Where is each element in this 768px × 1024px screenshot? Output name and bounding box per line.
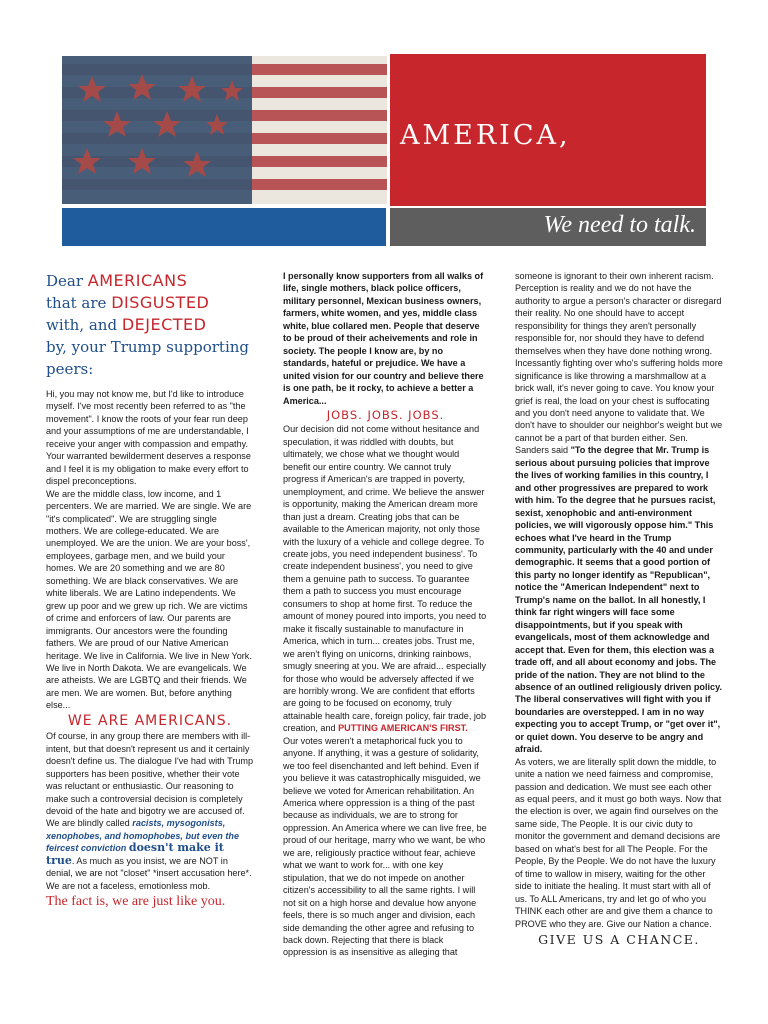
page-title: AMERICA, — [400, 120, 571, 151]
paragraph-text: Of course, in any group there are members with ill-intent, but that doesn't represent us and it certainly doesn't define us. The dialogue I've had with Trump supporters has been positive, whether their vote was reluctant or enthusiastic. Our reasoning to make such a controversial decision is completely devoid of the hate and bigotry we are accused of. We are blindly called — [46, 731, 254, 829]
paragraph: I personally know supporters from all walks of life, single mothers, black police officers, military personnel, Mexican business owners, farmers, white women, and yes, middle class white, blue collared men. People that deserve to be proud of their acheivements and role in society. The people I know are, by no standards, hateful or prejudice. We have a united vision for our country and believe there is one path, be it rocky, to achieve a better a America... — [283, 271, 484, 406]
closing-statement: GIVE US A CHANCE. — [538, 932, 700, 948]
heading-emphasis: DEJECTED — [121, 315, 207, 334]
heading-text: by, your Trump supporting peers: — [46, 338, 250, 378]
heading-text: Dear — [46, 272, 88, 290]
quote-text: "To the degree that Mr. Trump is serious about pursuing policies that improve the lives of working families in this country, I and other progressives are prepared to work with him. To the degree that he pursues racist, sexist, xenophobic and anti-environment policies, we will vigorously oppose him." This echoes what I've heard in the Trump community, particularly with the 40 and under demographic. It seems that a good portion of this party no longer identify as "Republican", notice the "American Independent" next to Trump's name on the ballot. In all honestly, I think far right wingers will face some disappointments, but if you speak with evangelicals, most of them acknowledge and accept that. Even for them, this election was a trade off, and all about economy and jobs. The pride of the nation. They are not blind to the absence of an outlined religiously driven policy. The liberal conservatives will fight with you if boundaries are overstepped. I am in no way expecting you to accept Trump, or "get over it", or quiet down. You deserve to be angry and afraid. — [515, 445, 723, 755]
paragraph — [283, 423, 488, 734]
emphasis-text: , but even the feircest conviction — [46, 830, 240, 854]
paragraph-text: Our decision did not come without hesitance and speculation, it was riddled with doubts, but ultimately, we chose what we thought would benefit our entire country. We cannot truly progress if American's are trapped in poverty, unemployment, and crime. We believe the answer is opportunity, making the American dream more than just a dream. Creating jobs that can be available to the American majority, not only those with the luxury of a vehicle and college degree. To create jobs, you need independent business'. To create independent business', you need to give them a genuine path to success. To guarantee them a path to success you must encourage consumers to shop at home first. To reduce the amount of money poured into imports, you need to make it fiscally sustainable to manufacture in America, which in turn... creates jobs. Trust me, we aren't flying on unicorns, drinking rainbows, smugly sneering at you. We are afraid... especially for those who would be adversely affected if we are horribly wrong. We are confident that efforts are going to be focused on economy, truly attainable health care, foreign policy, fair trade, job creation, and — [283, 424, 487, 734]
subtitle-bar — [390, 208, 706, 246]
heading-emphasis: DISGUSTED — [111, 293, 210, 312]
heading-text: that are — [46, 294, 112, 312]
column-heading — [46, 270, 254, 380]
emphasis-text: doesn't make it true — [46, 841, 224, 867]
paragraph-text: someone is ignorant to their own inherent racism. Perception is reality and we do not have the authority to argue a person's character or disregard their reality. No one should have to accept responsibility for things they aren't personally responsible for, nor should they have to defend themselves when they have done nothing wrong. Incessantly fighting over who's suffering holds more significance is like throwing a marshmallow at a brick wall, it's never going to cave. You know your grief is real, the load on your chest is suffocating and you don't need anyone to validate that. We don't have to shoulder our neighbor's weight but we cannot be a part of that burden either. Sen. Sanders said — [515, 271, 723, 456]
heading-text: with, and — [46, 316, 122, 334]
paragraph-text: . As much as you insist, we are NOT in denial, we are not "closet" *insert accusation here*. We are not a faceless, emotionless mob. — [46, 855, 252, 891]
column-1 — [46, 270, 254, 909]
paragraph: As voters, we are literally split down the middle, to unite a nation we need fairness and compromise, passion and dedication. We must see each other as equal peers, and it must go both ways. Now that the election is over, we again find ourselves on the same side, The People. It is our civic duty to monitor the government and demand decisions are based on what's best for all The People. For the People, By the People. We do not have the luxury of time to wallow in misery, waiting for the other side to initiate the healing. It must start with all of us. To ALL Americans, try and let go of who you THINK each other are and give them a chance to PROVE who they are. Give our Nation a chance. — [515, 756, 722, 929]
emphasis-text: racists, mysogonists, xenophobes, and homophobes — [46, 818, 226, 841]
title-panel — [390, 54, 706, 206]
paragraph: Hi, you may not know me, but I'd like to introduce myself. I've most recently been referred to as "the movement". I know the roots of your fear run deep and your assumptions of me are understandable, I receive your anger with compassion and empathy. Your warranted bewilderment deserves a response and I feel it is my obligation to make every effort to dispel preconceptions. — [46, 389, 251, 487]
paragraph: We are the middle class, low income, and 1 percenters. We are married. We are single. We are "it's complicated". We are struggling single mothers. We are college-educated. We are unemployed. We are the union. We are your boss', employees, garbage men, and we build your homes. We are 20 something and we are 80 something. We are black conservatives. We are white liberals. We are Latino independents. We grew up poor and we grew up rich. We are victims of crime and enforcers of law. Our parents are immigrants. Our ancestors were the founding fathers. We are proud of our Native American heritage. We live in California. We live in New York. We live in North Dakota. We are evangelicals. We are atheists. We are LGBTQ and their friends. We are men. We are women. But, before anything else... — [46, 488, 252, 711]
section-heading: WE ARE AMERICANS. — [67, 712, 233, 729]
paragraph — [515, 270, 723, 756]
blue-banner-bar — [62, 208, 386, 246]
page-subtitle: We need to talk. — [543, 212, 696, 238]
american-flag-icon — [62, 56, 387, 204]
emphasis-text: PUTTING AMERICAN'S FIRST. — [338, 723, 468, 734]
column-2 — [283, 270, 488, 959]
section-heading: JOBS. JOBS. JOBS. — [326, 407, 445, 422]
paragraph — [46, 730, 254, 892]
column-3 — [515, 270, 723, 946]
paragraph: Our votes weren't a metaphorical fuck you to anyone. If anything, it was a gesture of solidarity, we too feel disenchanted and left behind. Even if you believe it was catastrophically misguided, we believe we voted for American rehabilitation. An America where oppression is a thing of the past because as individuals, we are to strong for oppression. An America where we can live free, be proud of our heritage, marry who we want, be who we are, religiously practice without fear, achieve what we want to work for... with one key stipulation, that we do not impede on another citizen's accessibility to all the same rights. I will not sit on a high horse and devalue how anyone feels, there is so much anger and division, each side demanding the other agree and refusing to back down. Rejecting that there is black oppression is as insensitive as alleging that — [283, 735, 487, 958]
closing-statement: The fact is, we are just like you. — [46, 894, 226, 910]
heading-emphasis: AMERICANS — [87, 271, 188, 290]
